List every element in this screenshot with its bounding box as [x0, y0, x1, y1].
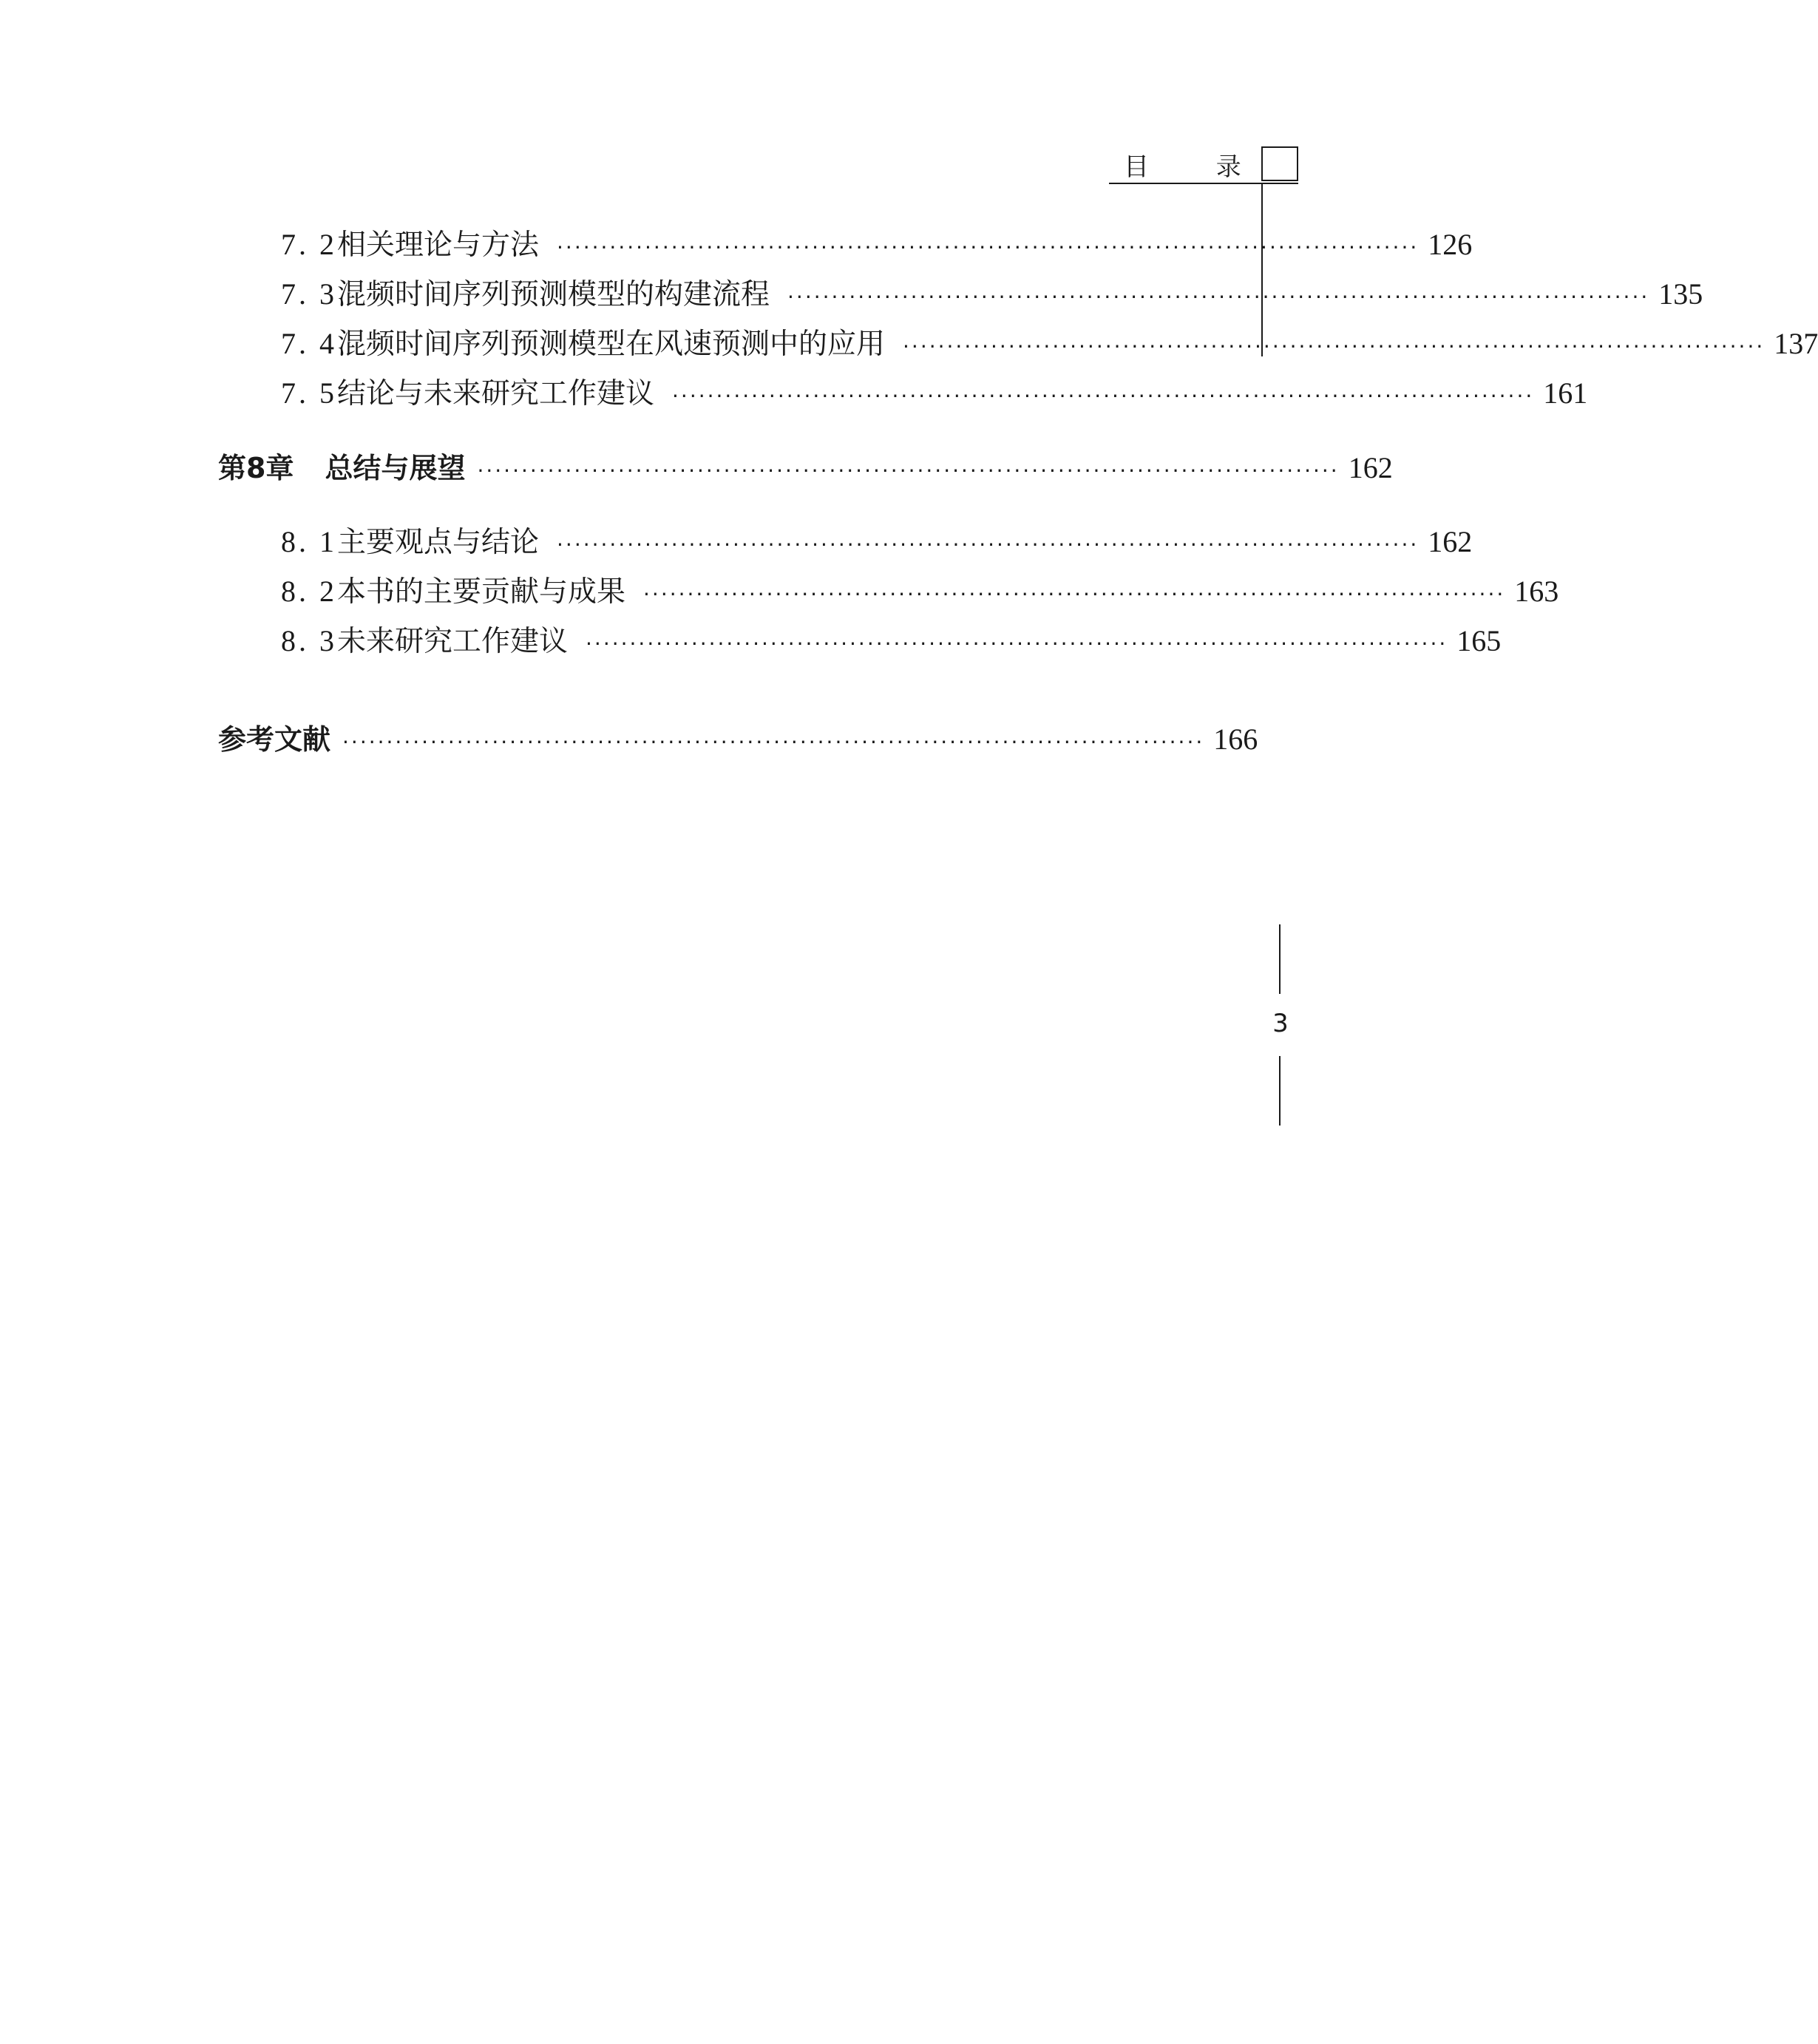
toc-page-number: 162 — [1428, 525, 1473, 558]
toc-section-title: 未来研究工作建议 — [337, 625, 569, 658]
toc-section-number: 7. 2 — [281, 228, 337, 261]
toc-entry-7-4[interactable] — [281, 321, 1818, 362]
toc-entry-chapter-8[interactable] — [218, 445, 1393, 486]
page-number: 3 — [1272, 1009, 1289, 1038]
toc-page-number: 161 — [1543, 376, 1588, 410]
header-rule — [1109, 183, 1298, 184]
toc-dot-leader: ·································································································· — [586, 632, 1448, 656]
toc-chapter-title: 总结与展望 — [325, 452, 466, 484]
toc-page-number: 162 — [1348, 451, 1393, 484]
header-vertical-rule — [1261, 183, 1263, 356]
toc-section-number: 8. 2 — [281, 575, 337, 608]
toc-page-number: 135 — [1658, 277, 1703, 311]
toc-dot-leader: ·································································································· — [643, 582, 1506, 606]
toc-section-title: 结论与未来研究工作建议 — [337, 377, 655, 410]
page-tab-line-lower — [1279, 1056, 1281, 1126]
toc-section-title: 主要观点与结论 — [337, 526, 540, 559]
toc-page-number: 165 — [1456, 624, 1502, 657]
toc-dot-leader: ·································································································· — [477, 458, 1340, 483]
toc-section-number: 7. 3 — [281, 277, 337, 311]
toc-section-title: 混频时间序列预测模型在风速预测中的应用 — [337, 328, 886, 361]
toc-section-number: 7. 5 — [281, 376, 337, 410]
toc-section-title: 相关理论与方法 — [337, 229, 540, 262]
toc-entry-8-1[interactable] — [281, 519, 1473, 561]
toc-dot-leader: ·································································································· — [557, 532, 1420, 557]
toc-references-title: 参考文献 — [218, 723, 331, 756]
toc-section-title: 本书的主要贡献与成果 — [337, 575, 626, 609]
toc-section-number: 8. 3 — [281, 624, 337, 657]
toc-section-number: 8. 1 — [281, 525, 337, 558]
toc-entry-8-2[interactable] — [281, 569, 1559, 610]
header-corner-box — [1261, 146, 1298, 181]
toc-dot-leader: ·································································································· — [903, 334, 1766, 359]
toc-page-number: 126 — [1428, 228, 1473, 261]
toc-entry-references[interactable] — [218, 717, 1258, 757]
toc-entry-8-3[interactable] — [281, 618, 1502, 660]
toc-section-title: 混频时间序列预测模型的构建流程 — [337, 278, 770, 311]
toc-dot-leader: ·································································································· — [342, 730, 1205, 754]
toc-dot-leader: ·································································································· — [672, 384, 1535, 408]
toc-entry-7-2[interactable] — [281, 222, 1473, 263]
running-header-title: 目 录 — [1124, 152, 1271, 182]
toc-page-number: 166 — [1213, 722, 1258, 756]
toc-page-number: 137 — [1774, 327, 1818, 360]
toc-chapter-number: 第8章 — [218, 452, 294, 484]
toc-entry-7-5[interactable] — [281, 370, 1588, 412]
toc-dot-leader: ·································································································· — [787, 285, 1650, 309]
toc-section-number: 7. 4 — [281, 327, 337, 360]
toc-dot-leader: ·································································································· — [557, 235, 1420, 260]
toc-entry-7-3[interactable] — [281, 271, 1703, 313]
toc-page-number: 163 — [1514, 575, 1559, 608]
page-tab-line-upper — [1279, 924, 1281, 994]
